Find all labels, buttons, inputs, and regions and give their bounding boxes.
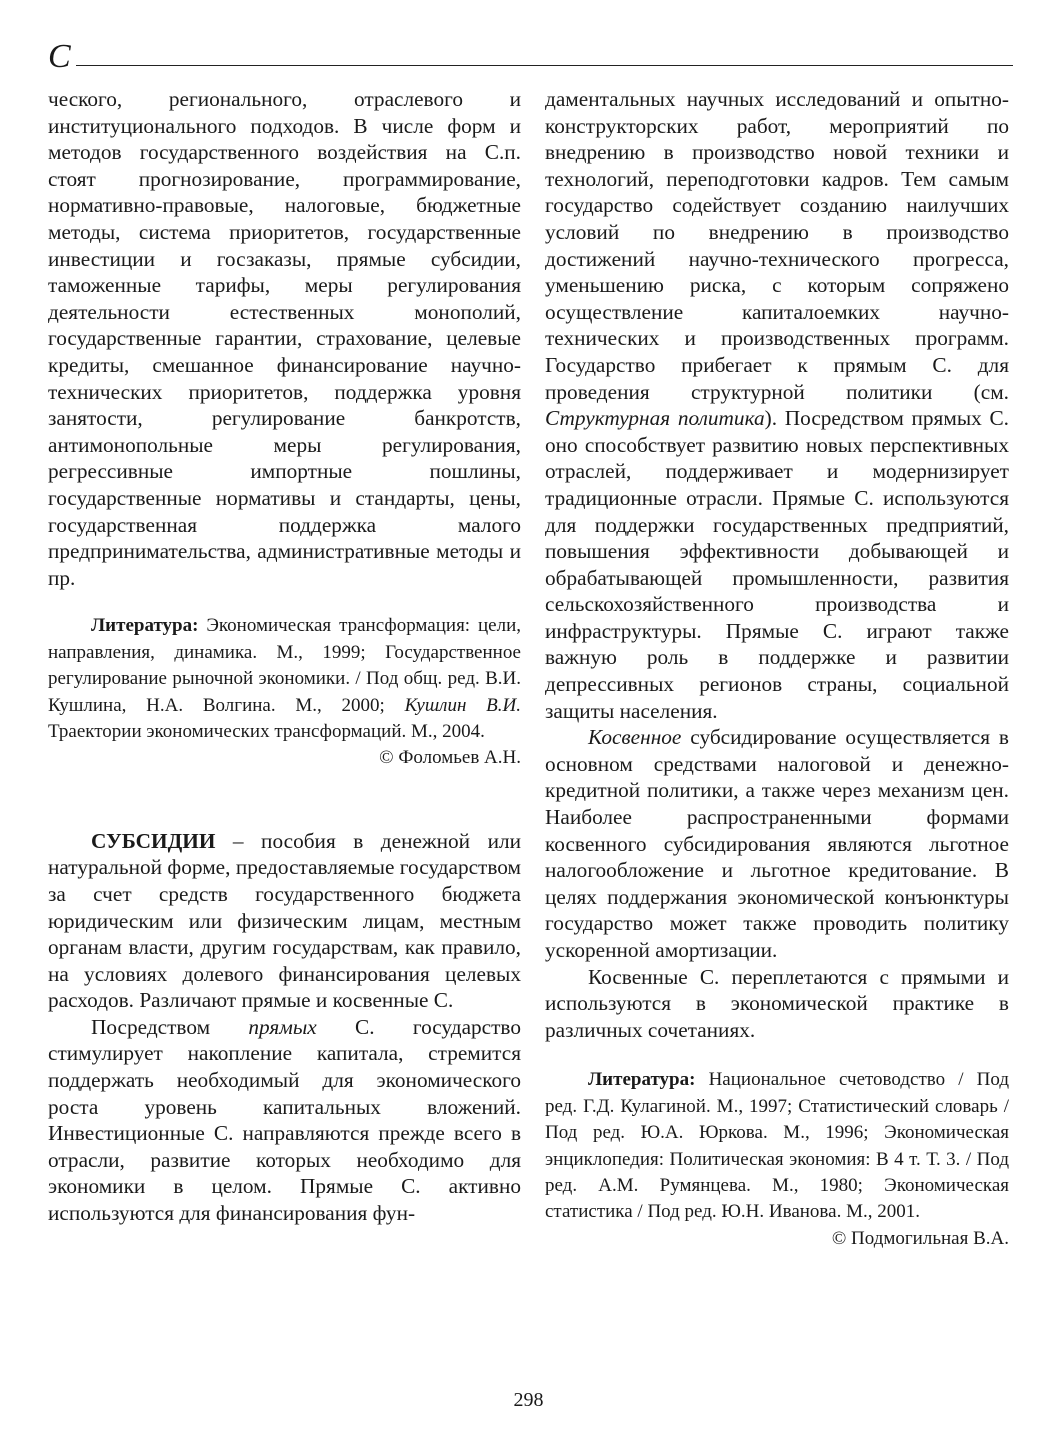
header-letter: С <box>48 38 71 75</box>
entry-term: СУБСИДИИ <box>91 828 216 853</box>
literature-text-2: Национальное счетоводство / Под ред. Г.Д. Кулагиной. М., 1997; Статистический словарь / Под ред. Ю.А. Юркова. М., 1996; Экономическая энциклопедия: Политическая экономия: В 4 т. Т. 3. / Под ред. А.М. Румянцева. М., 1980; Экономическая статистика / Под ред. Ю.Н. Иванова. М., 2001. <box>545 1069 1009 1223</box>
direct-italic: прямых <box>248 1014 317 1039</box>
direct-subsidies-paragraph <box>48 1014 521 1227</box>
literature-author: Кушлин В.И. <box>404 694 521 716</box>
signature-1: © Фоломьев А.Н. <box>379 747 521 769</box>
page-number: 298 <box>513 1389 544 1411</box>
literature-label-2: Литература: <box>588 1069 696 1091</box>
literature-label: Литература: <box>91 615 199 637</box>
entry-definition-text: – пособия в денежной или натуральной форме, предоставляемые государством за счет средств государственного бюджета юридическим или физическим лицам, местным органам власти, другим государствам, как правило, на условиях долевого финансирования целевых расходов. Различают прямые и косвенные С. <box>48 828 521 1013</box>
cross-reference: Структурная политика <box>545 406 765 431</box>
right-text-a: даментальных научных исследований и опытно-конструкторских работ, мероприятий по внедрению в производство новой техники и технологий, переподготовки кадров. Тем самым государство содействует созданию наилучших условий по внедрению в производство достижений научно-технического прогресса, уменьшению риска, с которым сопряжено осуществление капиталоемких научно-технических и производственных программ. Государство прибегает к прямым С. для проведения структурной политики (см. <box>545 87 1009 404</box>
literature-text-b: Траектории экономических трансформаций. М., 2004. <box>48 720 485 742</box>
header-rule <box>76 65 1013 66</box>
signature-2: © Подмогильная В.А. <box>831 1227 1009 1249</box>
literature-text-a: Экономическая трансформация: цели, направления, динамика. М., 1999; Государственное регулирование рыночной экономики. / Под общ. ред. В.И. Кушлина, Н.А. Волгина. М., 2000; <box>48 615 521 716</box>
continued-paragraph: ческого, регионального, отраслевого и институционального подходов. В числе форм и методов государственного воздействия на С.п. стоят прогнозирование, программирование, нормативно-правовые, налоговые, бюджетные методы, система приоритетов, государственные инвестиции и госзаказы, прямые субсидии, таможенные тарифы, меры регулирования деятельности естественных монополий, государственные гарантии, страхование, целевые кредиты, смешанное финансирование научно-технических приоритетов, поддержка уровня занятости, регулирование банкротств, антимонопольные меры регулирования, регрессивные импортные пошлины, государственные нормативы и стандарты, цены, государственная поддержка малого предпринимательства, административные методы и пр. <box>48 87 521 590</box>
direct-text-b: С. государство стимулирует накопление капитала, стремится поддержать необходимый для экономического роста уровень капитальных вложений. Инвестиционные С. направляются прежде всего в отрасли, развитие которых необходимо для экономики в целом. Прямые С. активно используются для финансирования фун- <box>48 1014 521 1226</box>
intertwine-paragraph: Косвенные С. переплетаются с прямыми и используются в экономической практике в различных сочетаниях. <box>545 964 1009 1042</box>
entry-definition <box>48 828 521 1014</box>
literature-block-1 <box>48 613 521 745</box>
continued-paragraph-right <box>545 86 1009 724</box>
literature-block-2 <box>545 1067 1009 1225</box>
indirect-subsidies-paragraph <box>545 724 1009 963</box>
direct-text-a: Посредством <box>91 1014 249 1039</box>
left-column <box>48 86 521 1227</box>
indirect-text: субсидирование осуществляется в основном средствами налоговой и денежно-кредитной политики, а также через механизм цен. Наиболее распространенными формами косвенного субсидирования являются льготное налогообложение и льготное кредитование. В целях поддержания экономической конъюнктуры государство может также проводить политику ускоренной амортизации. <box>545 725 1009 962</box>
right-text-b: ). Посредством прямых С. оно способствует развитию новых перспективных отраслей, поддерживает и модернизирует традиционные отрасли. Прямые С. используются для поддержки государственных предприятий, повышения эффективности добывающей и обрабатывающей промышленности, развития сельскохозяйственного производства и инфраструктуры. Прямые С. играют также важную роль в поддержке и развитии депрессивных регионов страны, социальной защиты населения. <box>545 406 1009 723</box>
indirect-italic: Косвенное <box>588 725 682 750</box>
running-header <box>48 36 1013 76</box>
right-column <box>545 86 1009 1252</box>
